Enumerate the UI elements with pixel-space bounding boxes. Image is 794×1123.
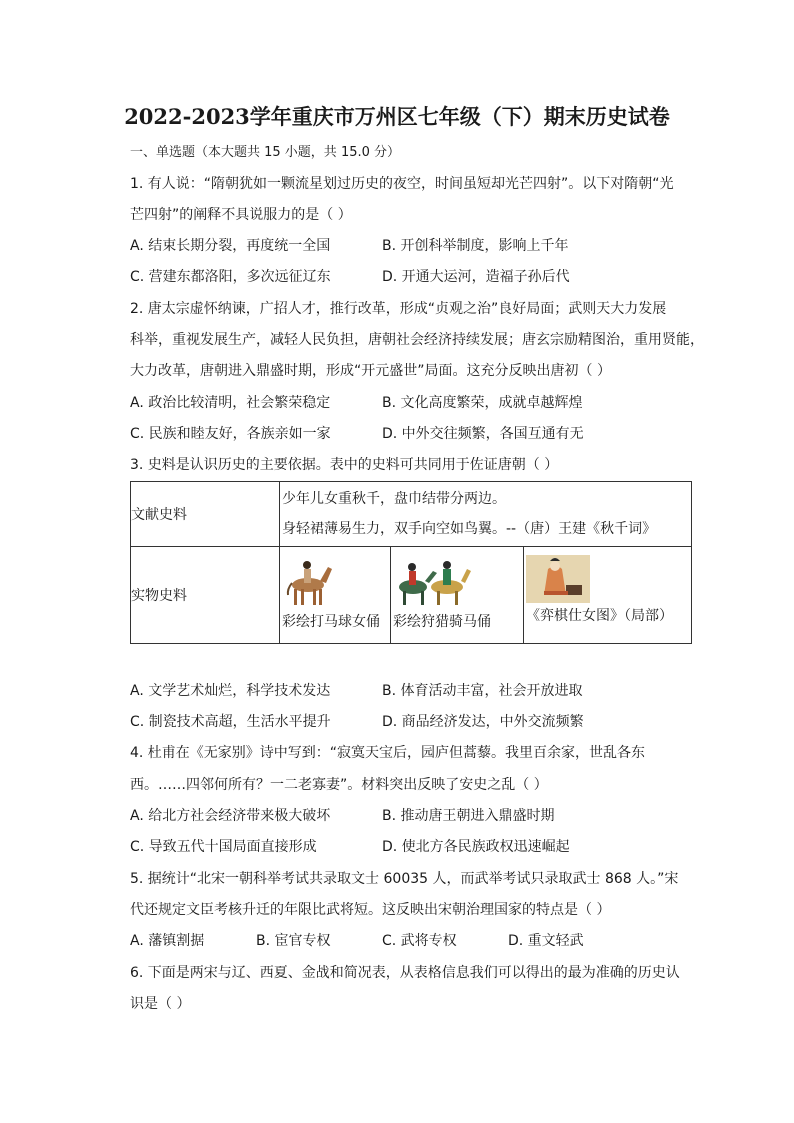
cell-image-2 (391, 547, 524, 644)
q2-stem-line1: 2. 唐太宗虚怀纳谏，广招人才，推行改革，形成“贞观之治”良好局面；武则天大力发展 (130, 301, 667, 317)
q6-stem-line1: 6. 下面是两宋与辽、西夏、金战和简况表，从表格信息我们可以得出的最为准确的历史认 (130, 965, 680, 981)
q2-option-b: B. 文化高度繁荣，成就卓越辉煌 (382, 395, 583, 411)
q6-stem-line2: 识是（ ） (130, 996, 191, 1012)
q2-option-d: D. 中外交往频繁，各国互通有无 (382, 426, 584, 442)
section-heading: 一、单选题（本大题共 15 小题，共 15.0 分） (130, 145, 401, 160)
image-1-caption: 彩绘打马球女俑 (282, 614, 380, 630)
polo-horse-figurine-image (282, 551, 390, 609)
q4-stem-line1: 4. 杜甫在《无家别》诗中写到：“寂寞天宝后，园庐但蒿藜。我里百余家，世乱各东 (130, 745, 646, 761)
q4-option-a: A. 给北方社会经济带来极大破坏 (130, 808, 331, 824)
q5-stem-line1: 5. 据统计“北宋一朝科举考试共录取文士 60035 人，而武举考试只录取武士 868 人。”宋 (130, 871, 679, 887)
q5-stem-line2: 代还规定文臣考核升迁的年限比武将短。这反映出宋朝治理国家的特点是（ ） (130, 902, 611, 918)
table-row-physical (131, 547, 692, 644)
q3-option-b: B. 体育活动丰富，社会开放进取 (382, 683, 583, 699)
hunting-horse-figurine-image (393, 551, 501, 609)
q5-option-a: A. 藩镇割据 (130, 933, 205, 949)
cell-documentary-text (280, 482, 692, 547)
q2-stem-line3: 大力改革，唐朝进入鼎盛时期，形成“开元盛世”局面。这充分反映出唐初（ ） (130, 363, 611, 379)
q1-stem-line1: 1. 有人说：“隋朝犹如一颗流星划过历史的夜空，时间虽短却光芒四射”。以下对隋朝“光 (130, 176, 674, 192)
cell-image-1 (280, 547, 391, 644)
table-row-documentary (131, 482, 692, 547)
q5-option-b: B. 宦官专权 (256, 933, 331, 949)
go-playing-lady-painting-image (526, 555, 590, 603)
q2-stem-line2: 科举，重视发展生产，减轻人民负担，唐朝社会经济持续发展；唐玄宗励精图治，重用贤能， (130, 332, 704, 348)
q5-option-d: D. 重文轻武 (508, 933, 584, 949)
q3-option-c: C. 制瓷技术高超，生活水平提升 (130, 714, 331, 730)
q1-option-d: D. 开通大运河，造福子孙后代 (382, 269, 570, 285)
image-2-caption: 彩绘狩猎骑马俑 (393, 614, 491, 630)
q4-option-c: C. 导致五代十国局面直接形成 (130, 839, 317, 855)
q1-option-b: B. 开创科举制度，影响上千年 (382, 238, 569, 254)
q3-option-d: D. 商品经济发达，中外交流频繁 (382, 714, 584, 730)
cell-image-3 (524, 547, 692, 644)
poem-line-1: 少年儿女重秋千，盘巾结带分两边。 (282, 491, 506, 507)
q4-option-d: D. 使北方各民族政权迅速崛起 (382, 839, 570, 855)
q3-option-a: A. 文学艺术灿烂，科学技术发达 (130, 683, 331, 699)
q4-stem-line2: 西。……四邻何所有？一二老寡妻”。材料突出反映了安史之乱（ ） (130, 777, 548, 793)
q5-option-c: C. 武将专权 (382, 933, 457, 949)
cell-documentary-label: 文献史料 (131, 482, 280, 547)
page-title: 2022-2023学年重庆市万州区七年级（下）期末历史试卷 (124, 104, 670, 129)
q2-option-c: C. 民族和睦友好，各族亲如一家 (130, 426, 331, 442)
q4-option-b: B. 推动唐王朝进入鼎盛时期 (382, 808, 555, 824)
q3-stem-line1: 3. 史料是认识历史的主要依据。表中的史料可共同用于佐证唐朝（ ） (130, 457, 559, 473)
image-3-caption: 《弈棋仕女图》（局部） (526, 608, 673, 624)
q1-option-a: A. 结束长期分裂，再度统一全国 (130, 238, 331, 254)
q1-stem-line2: 芒四射”的阐释不具说服力的是（ ） (130, 207, 352, 223)
poem-line-2: 身轻裙薄易生力，双手向空如鸟翼。--（唐）王建《秋千词》 (282, 521, 657, 537)
q3-source-table (130, 481, 692, 644)
q2-option-a: A. 政治比较清明，社会繁荣稳定 (130, 395, 331, 411)
cell-physical-label: 实物史料 (131, 547, 280, 644)
q1-option-c: C. 营建东都洛阳，多次远征辽东 (130, 269, 331, 285)
